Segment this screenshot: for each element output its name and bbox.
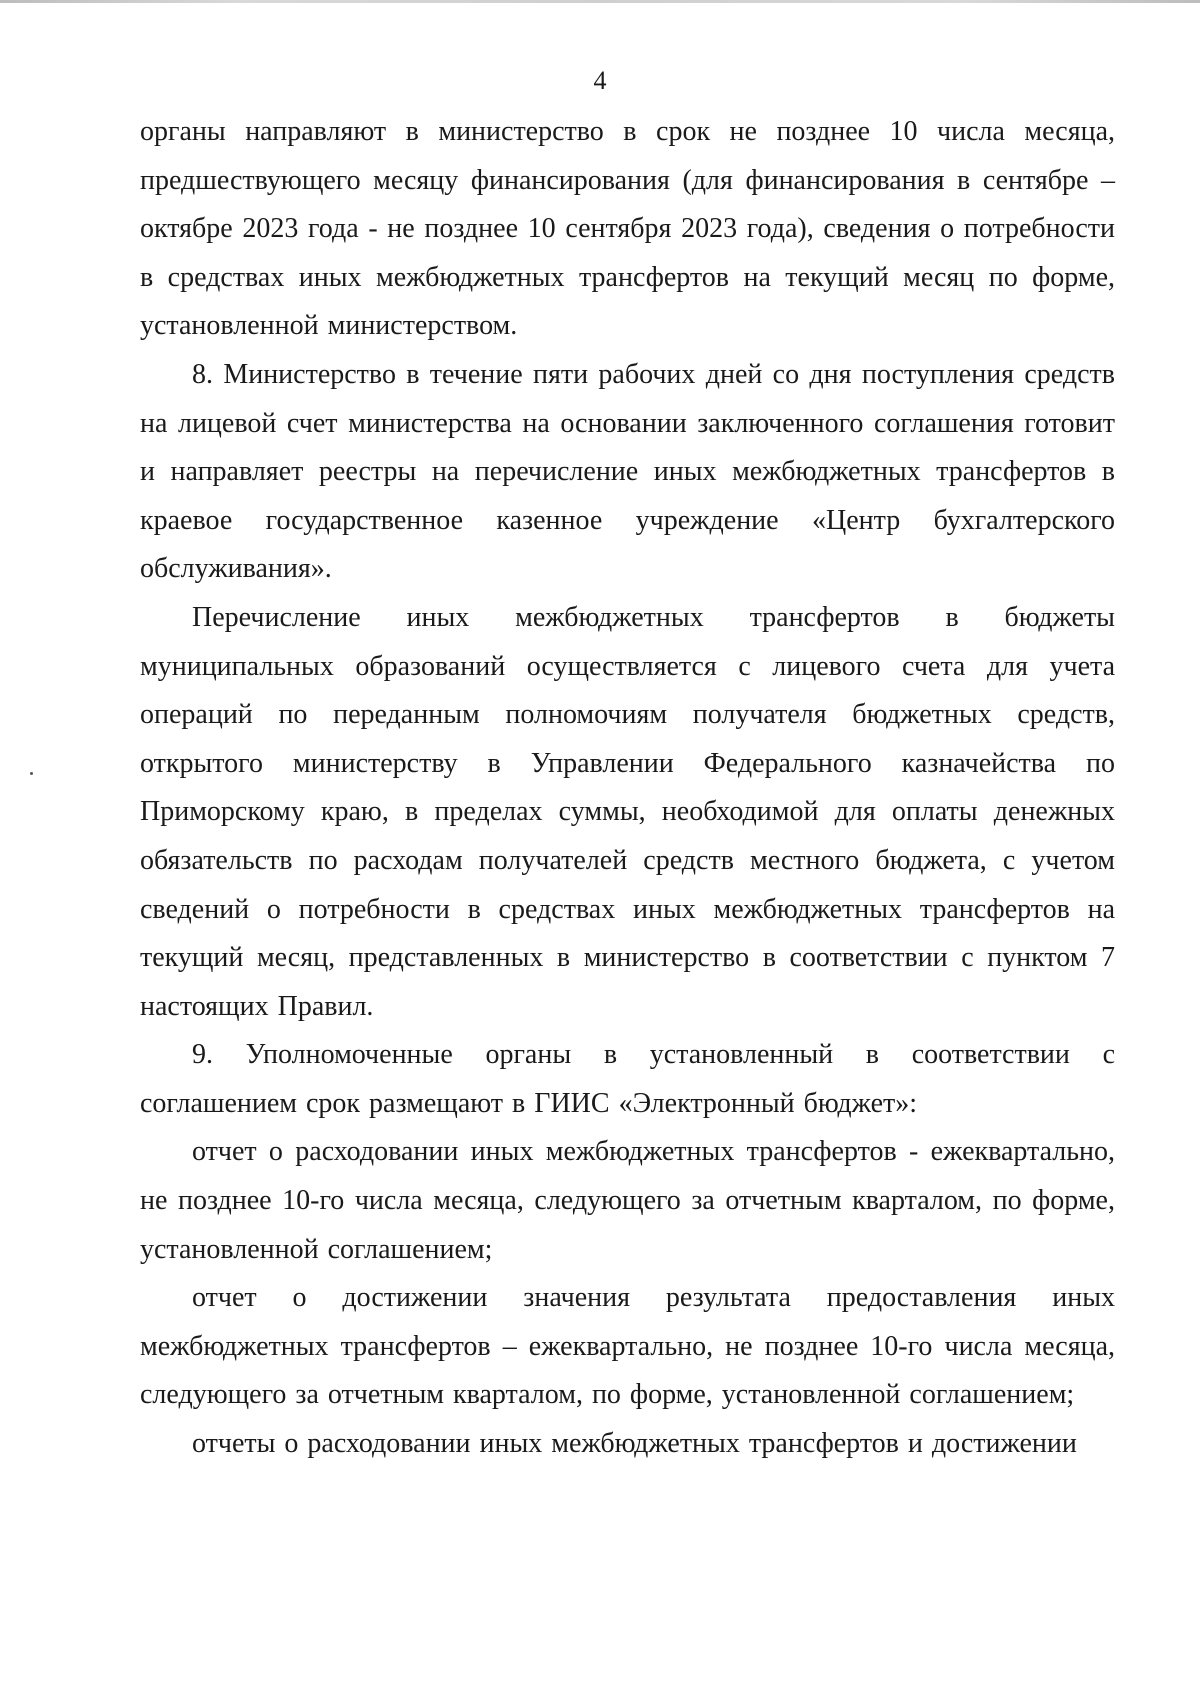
document-body	[140, 108, 1115, 1469]
paragraph-item-9: 9. Уполномоченные органы в установленный в соответствии с соглашением срок размещают в ГИИС «Электронный бюджет»:	[140, 1039, 1115, 1119]
paragraph-report-spending: отчет о расходовании иных межбюджетных трансфертов - ежеквартально, не позднее 10-го числа месяца, следующего за отчетным кварталом, по форме, установленной соглашением;	[140, 1136, 1115, 1265]
scan-speck	[30, 772, 33, 775]
paragraph-reports-tail: отчеты о расходовании иных межбюджетных трансфертов и достижении	[192, 1428, 1077, 1460]
paragraph-transfer: Перечисление иных межбюджетных трансфертов в бюджеты муниципальных образований осуществляется с лицевого счета для учета операций по переданным полномочиям получателя бюджетных средств, открытого министерству в Управлении Федерального казначейства по Приморскому краю, в пределах суммы, необходимой для оплаты денежных обязательств по расходам получателей средств местного бюджета, с учетом сведений о потребности в средствах иных межбюджетных трансфертов на текущий месяц, представленных в министерство в соответствии с пунктом 7 настоящих Правил.	[140, 601, 1115, 1022]
paragraph-continuation: органы направляют в министерство в срок не позднее 10 числа месяца, предшествующего месяцу финансирования (для финансирования в сентябре – октябре 2023 года - не позднее 10 сентября 2023 года), сведения о потребности в средствах иных межбюджетных трансфертов на текущий месяц по форме, установленной министерством.	[140, 116, 1115, 342]
paragraph-item-8: 8. Министерство в течение пяти рабочих дней со дня поступления средств на лицевой счет министерства на основании заключенного соглашения готовит и направляет реестры на перечисление иных межбюджетных трансфертов в краевое государственное казенное учреждение «Центр бухгалтерского обслуживания».	[140, 358, 1115, 585]
paragraph-report-result: отчет о достижении значения результата предоставления иных межбюджетных трансфертов – ежеквартально, не позднее 10-го числа месяца, следующего за отчетным кварталом, по форме, установленной соглашением;	[140, 1282, 1115, 1411]
page-number: 4	[593, 66, 607, 95]
scan-edge	[0, 0, 1200, 3]
